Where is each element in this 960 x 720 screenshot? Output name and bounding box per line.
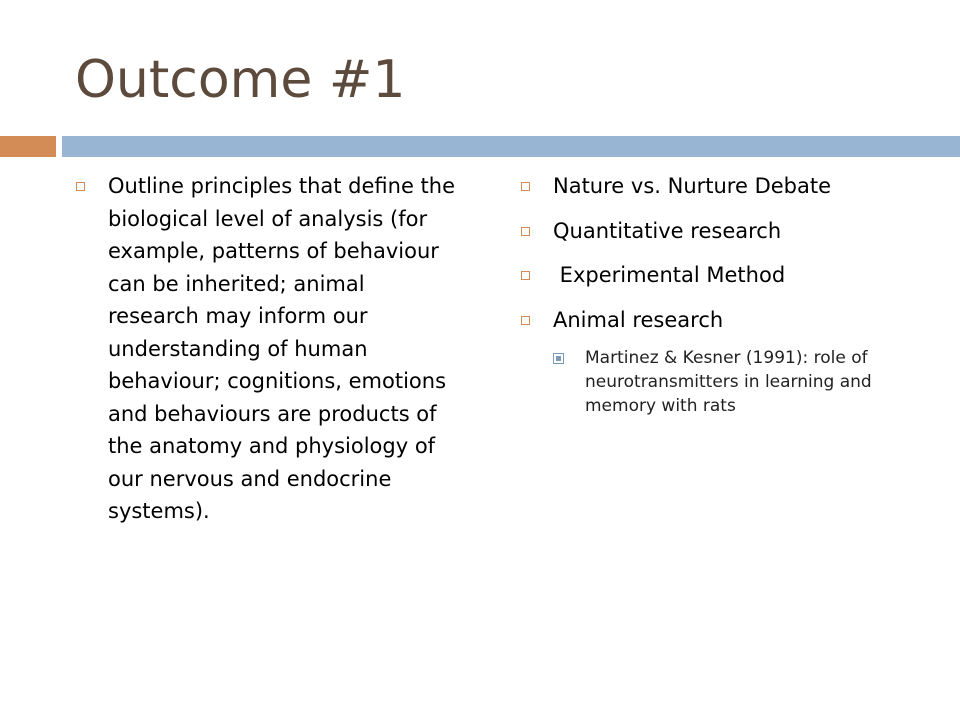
hollow-square-bullet-icon — [76, 182, 85, 191]
header-bar — [62, 136, 960, 157]
hollow-square-bullet-icon — [521, 271, 530, 280]
right-bullet-list — [520, 170, 920, 430]
accent-bar — [0, 136, 56, 157]
list-item — [520, 170, 920, 203]
sub-bullet-list — [553, 346, 920, 418]
list-item-text: Outline principles that define the biological level of analysis (for example, patterns of behaviour can be inherited; animal research may inform our understanding of human behaviour; cognitions, emotions and behaviours are products of the anatomy and physiology of our nervous and endocrine systems). — [108, 174, 456, 523]
list-item — [75, 170, 460, 528]
list-item-text: Experimental Method — [553, 263, 786, 287]
left-bullet-list — [75, 170, 460, 528]
list-item — [520, 259, 920, 292]
list-item-text: Animal research — [553, 307, 724, 332]
hollow-square-bullet-icon — [521, 227, 530, 236]
list-item-text: Nature vs. Nurture Debate — [553, 174, 832, 198]
list-item-text: Quantitative research — [553, 218, 782, 243]
hollow-square-bullet-icon — [521, 182, 530, 191]
sub-list-item-text: Martinez & Kesner (1991): role of neurotransmitters in learning and memory with rats — [585, 348, 872, 416]
hollow-square-bullet-icon — [521, 316, 530, 325]
bullet-fill — [556, 356, 561, 361]
slide-title: Outcome #1 — [75, 50, 406, 110]
list-item — [520, 304, 920, 419]
list-item — [520, 215, 920, 248]
sub-list-item — [553, 346, 920, 418]
filled-square-bullet-icon — [553, 353, 564, 364]
